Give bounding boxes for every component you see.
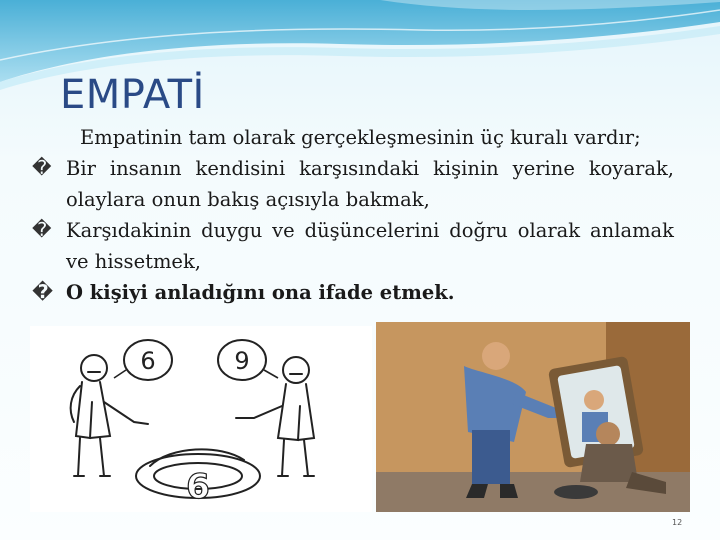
perspective-cartoon-drawing [30, 326, 372, 512]
page-number: 12 [672, 518, 683, 527]
bullet-item [30, 215, 674, 277]
right-bubble-digit: 9 [234, 347, 250, 375]
left-bubble-digit: 6 [140, 347, 156, 375]
intro-paragraph: Empatinin tam olarak gerçekleşmesinin üç kuralı vardır; [80, 126, 641, 149]
bullet-item [30, 277, 674, 308]
body-text [30, 122, 674, 308]
bullet-text: Karşıdakinin duygu ve düşüncelerini doğru olarak anlamak ve hissetmek, [66, 219, 674, 273]
mirror-man-illustration [376, 322, 690, 512]
bullet-item [30, 153, 674, 215]
floor-digit: 6 [186, 467, 210, 507]
bullet-icon: � [32, 219, 52, 241]
mirror-man-drawing [376, 322, 690, 512]
perspective-cartoon-illustration [30, 326, 372, 512]
bullet-icon: � [32, 157, 52, 179]
bullet-text: O kişiyi anladığını ona ifade etmek. [66, 281, 455, 304]
slide-title: EMPATİ [60, 72, 205, 118]
bullet-text: Bir insanın kendisini karşısındaki kişinin yerine koyarak, olaylara onun bakış açısıyla bakmak, [66, 157, 674, 211]
bullet-icon: � [32, 281, 54, 303]
